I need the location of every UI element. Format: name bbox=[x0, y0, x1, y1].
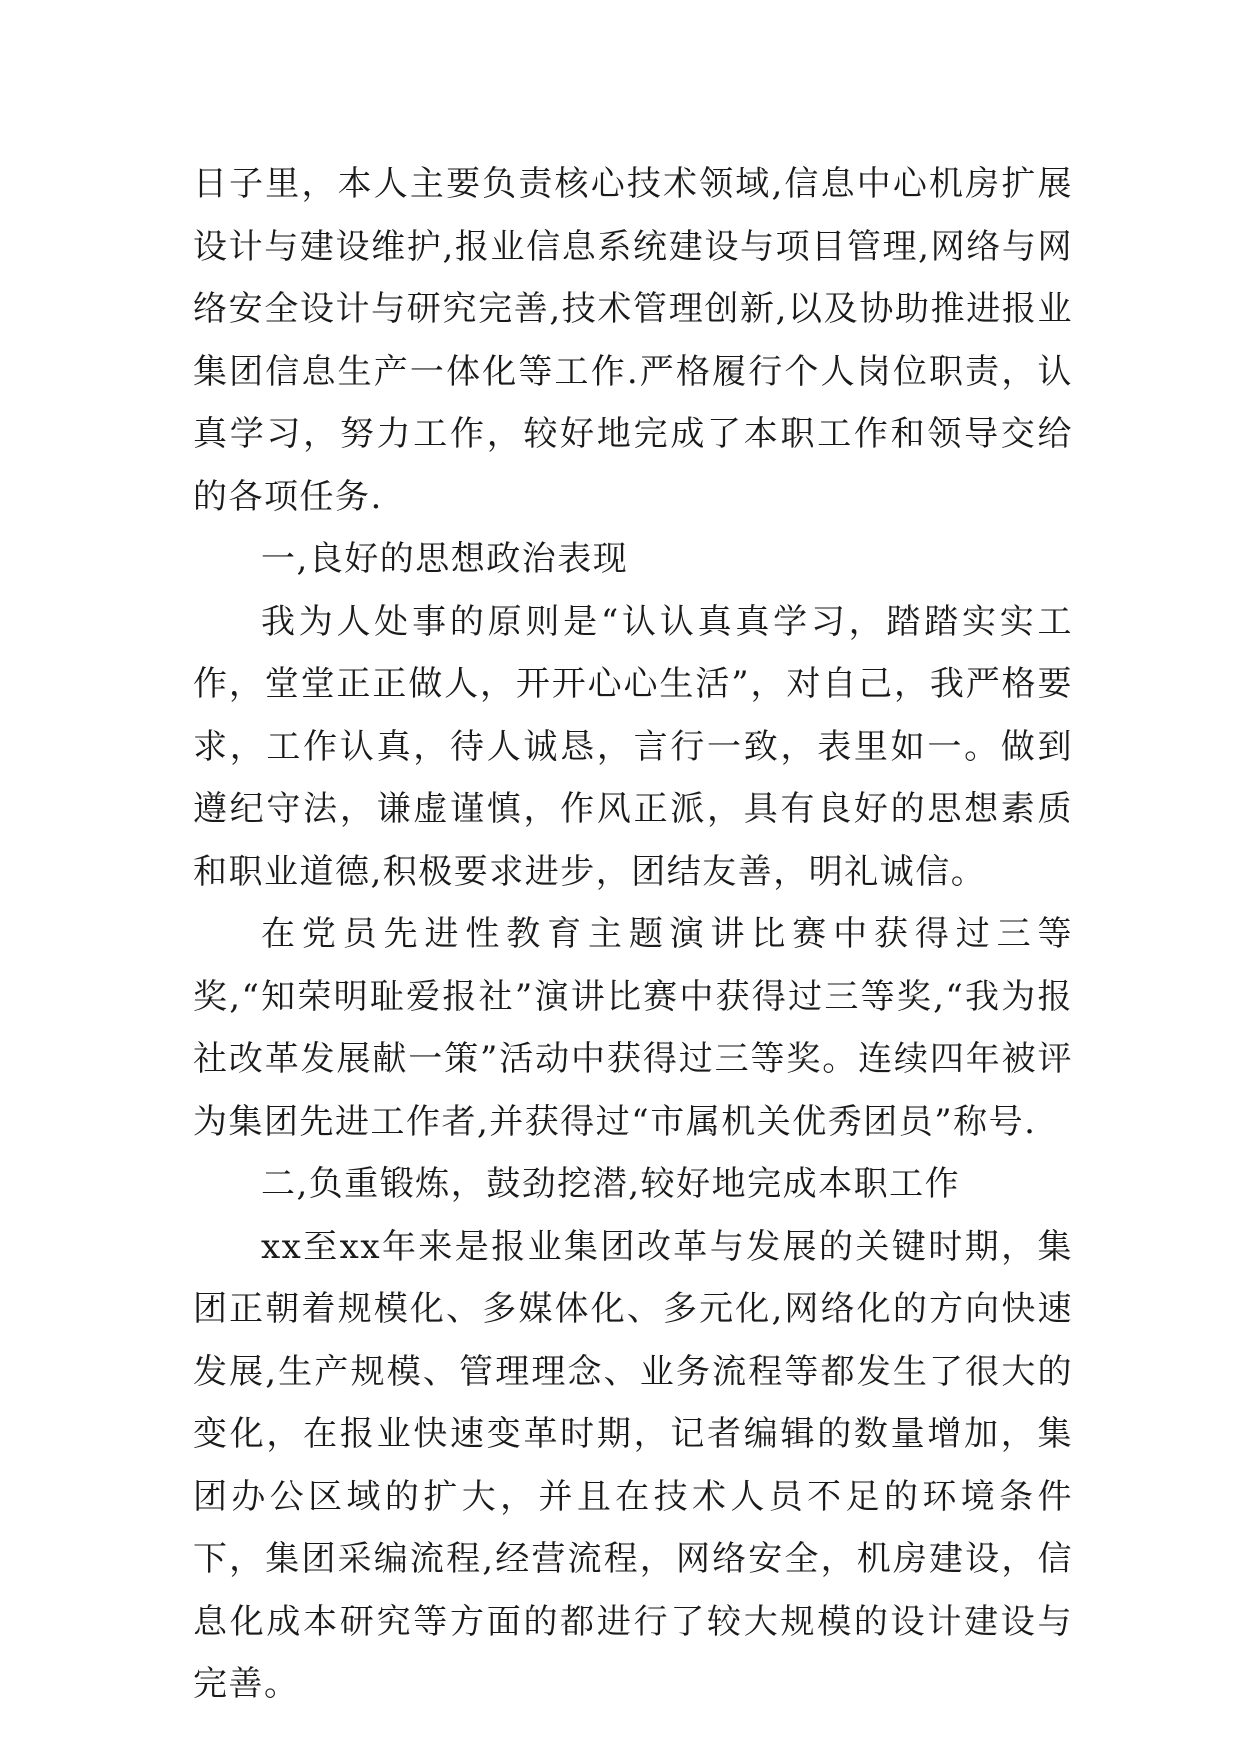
paragraph-awards: 在党员先进性教育主题演讲比赛中获得过三等奖,“知荣明耻爱报社”演讲比赛中获得过三等奖,“我为报社改革发展献一策”活动中获得过三等奖。连续四年被评为集团先进工作者,并获得过“市属机关优秀团员”称号. bbox=[193, 914, 1073, 1142]
section-heading-2: 二,负重锻炼，鼓劲挖潜,较好地完成本职工作 bbox=[261, 1164, 961, 1204]
section-heading-1: 一,良好的思想政治表现 bbox=[261, 539, 629, 579]
document-body bbox=[193, 153, 1073, 1716]
paragraph-reform: xx至xx年来是报业集团改革与发展的关键时期，集团正朝着规模化、多媒体化、多元化,网络化的方向快速发展,生产规模、管理理念、业务流程等都发生了很大的变化，在报业快速变革时期，记者编辑的数量增加，集团办公区域的扩大，并且在技术人员不足的环境条件下，集团采编流程,经营流程，网络安全，机房建设，信息化成本研究等方面的都进行了较大规模的设计建设与完善。 bbox=[193, 1226, 1073, 1704]
paragraph-principles: 我为人处事的原则是“认认真真学习，踏踏实实工作，堂堂正正做人，开开心心生活”，对自己，我严格要求，工作认真，待人诚恳，言行一致，表里如一。做到遵纪守法，谦虚谨慎，作风正派，具有良好的思想素质和职业道德,积极要求进步，团结友善，明礼诚信。 bbox=[193, 601, 1073, 892]
paragraph-intro: 日子里，本人主要负责核心技术领域,信息中心机房扩展设计与建设维护,报业信息系统建设与项目管理,网络与网络安全设计与研究完善,技术管理创新,以及协助推进报业集团信息生产一体化等工作.严格履行个人岗位职责，认真学习，努力工作，较好地完成了本职工作和领导交给的各项任务. bbox=[193, 164, 1073, 517]
